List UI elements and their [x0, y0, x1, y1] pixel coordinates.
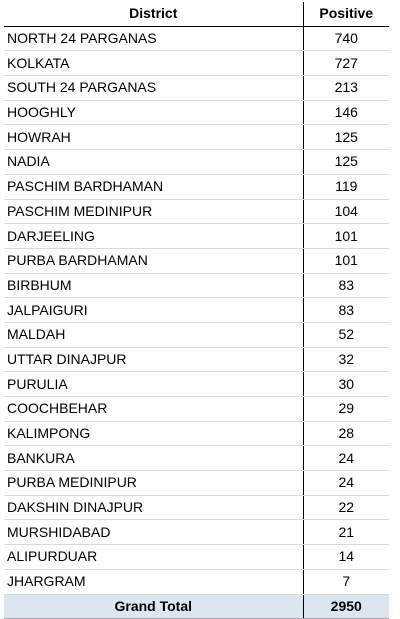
- district-name-cell: HOOGHLY: [4, 100, 303, 125]
- positive-count-cell: 146: [303, 100, 389, 125]
- positive-count-cell: 213: [303, 76, 389, 101]
- positive-column-header: Positive: [303, 2, 389, 26]
- district-name-cell: MALDAH: [4, 322, 303, 347]
- grand-total-row: [4, 594, 389, 619]
- district-name-cell: PURBA BARDHAMAN: [4, 248, 303, 273]
- district-name-cell: DARJEELING: [4, 224, 303, 249]
- district-name-cell: PASCHIM MEDINIPUR: [4, 199, 303, 224]
- district-column-header: District: [4, 2, 303, 26]
- district-name-cell: PASCHIM BARDHAMAN: [4, 174, 303, 199]
- positive-count-cell: 101: [303, 248, 389, 273]
- district-name-cell: KOLKATA: [4, 51, 303, 76]
- positive-count-cell: 727: [303, 51, 389, 76]
- positive-count-cell: 7: [303, 569, 389, 594]
- district-name-cell: NORTH 24 PARGANAS: [4, 26, 303, 51]
- table-body: [4, 26, 389, 594]
- table-row: [4, 495, 389, 520]
- district-name-cell: BANKURA: [4, 446, 303, 471]
- district-name-cell: KALIMPONG: [4, 421, 303, 446]
- table-row: [4, 298, 389, 323]
- district-name-cell: PURULIA: [4, 372, 303, 397]
- positive-count-cell: 32: [303, 347, 389, 372]
- table-row: [4, 421, 389, 446]
- district-name-cell: SOUTH 24 PARGANAS: [4, 76, 303, 101]
- district-name-cell: JALPAIGURI: [4, 298, 303, 323]
- table-row: [4, 26, 389, 51]
- grand-total-value: 2950: [303, 594, 389, 619]
- district-name-cell: COOCHBEHAR: [4, 397, 303, 422]
- positive-count-cell: 24: [303, 446, 389, 471]
- table-row: [4, 545, 389, 570]
- positive-count-cell: 30: [303, 372, 389, 397]
- district-name-cell: ALIPURDUAR: [4, 545, 303, 570]
- table-row: [4, 372, 389, 397]
- positive-count-cell: 125: [303, 150, 389, 175]
- table-row: [4, 322, 389, 347]
- table-row: [4, 100, 389, 125]
- district-name-cell: MURSHIDABAD: [4, 520, 303, 545]
- table-row: [4, 51, 389, 76]
- table-row: [4, 125, 389, 150]
- grand-total-label: Grand Total: [4, 594, 303, 619]
- positive-count-cell: 22: [303, 495, 389, 520]
- positive-count-cell: 21: [303, 520, 389, 545]
- table-row: [4, 520, 389, 545]
- positive-count-cell: 104: [303, 199, 389, 224]
- positive-count-cell: 24: [303, 471, 389, 496]
- positive-count-cell: 52: [303, 322, 389, 347]
- table-row: [4, 397, 389, 422]
- positive-count-cell: 14: [303, 545, 389, 570]
- positive-count-cell: 28: [303, 421, 389, 446]
- table-footer: [4, 594, 389, 619]
- header-row: [4, 2, 389, 26]
- district-name-cell: BIRBHUM: [4, 273, 303, 298]
- table-row: [4, 446, 389, 471]
- positive-count-cell: 125: [303, 125, 389, 150]
- positive-count-cell: 29: [303, 397, 389, 422]
- table-row: [4, 471, 389, 496]
- district-name-cell: DAKSHIN DINAJPUR: [4, 495, 303, 520]
- positive-count-cell: 83: [303, 273, 389, 298]
- district-name-cell: PURBA MEDINIPUR: [4, 471, 303, 496]
- table-row: [4, 174, 389, 199]
- positive-count-cell: 119: [303, 174, 389, 199]
- district-name-cell: NADIA: [4, 150, 303, 175]
- positive-count-cell: 740: [303, 26, 389, 51]
- district-name-cell: JHARGRAM: [4, 569, 303, 594]
- table-header: [4, 2, 389, 26]
- table-row: [4, 347, 389, 372]
- table-row: [4, 150, 389, 175]
- district-name-cell: UTTAR DINAJPUR: [4, 347, 303, 372]
- district-positive-table: [4, 2, 389, 619]
- district-positive-table-container: [4, 2, 389, 619]
- table-row: [4, 569, 389, 594]
- table-row: [4, 248, 389, 273]
- district-name-cell: HOWRAH: [4, 125, 303, 150]
- positive-count-cell: 101: [303, 224, 389, 249]
- positive-count-cell: 83: [303, 298, 389, 323]
- table-row: [4, 199, 389, 224]
- table-row: [4, 76, 389, 101]
- table-row: [4, 273, 389, 298]
- table-row: [4, 224, 389, 249]
